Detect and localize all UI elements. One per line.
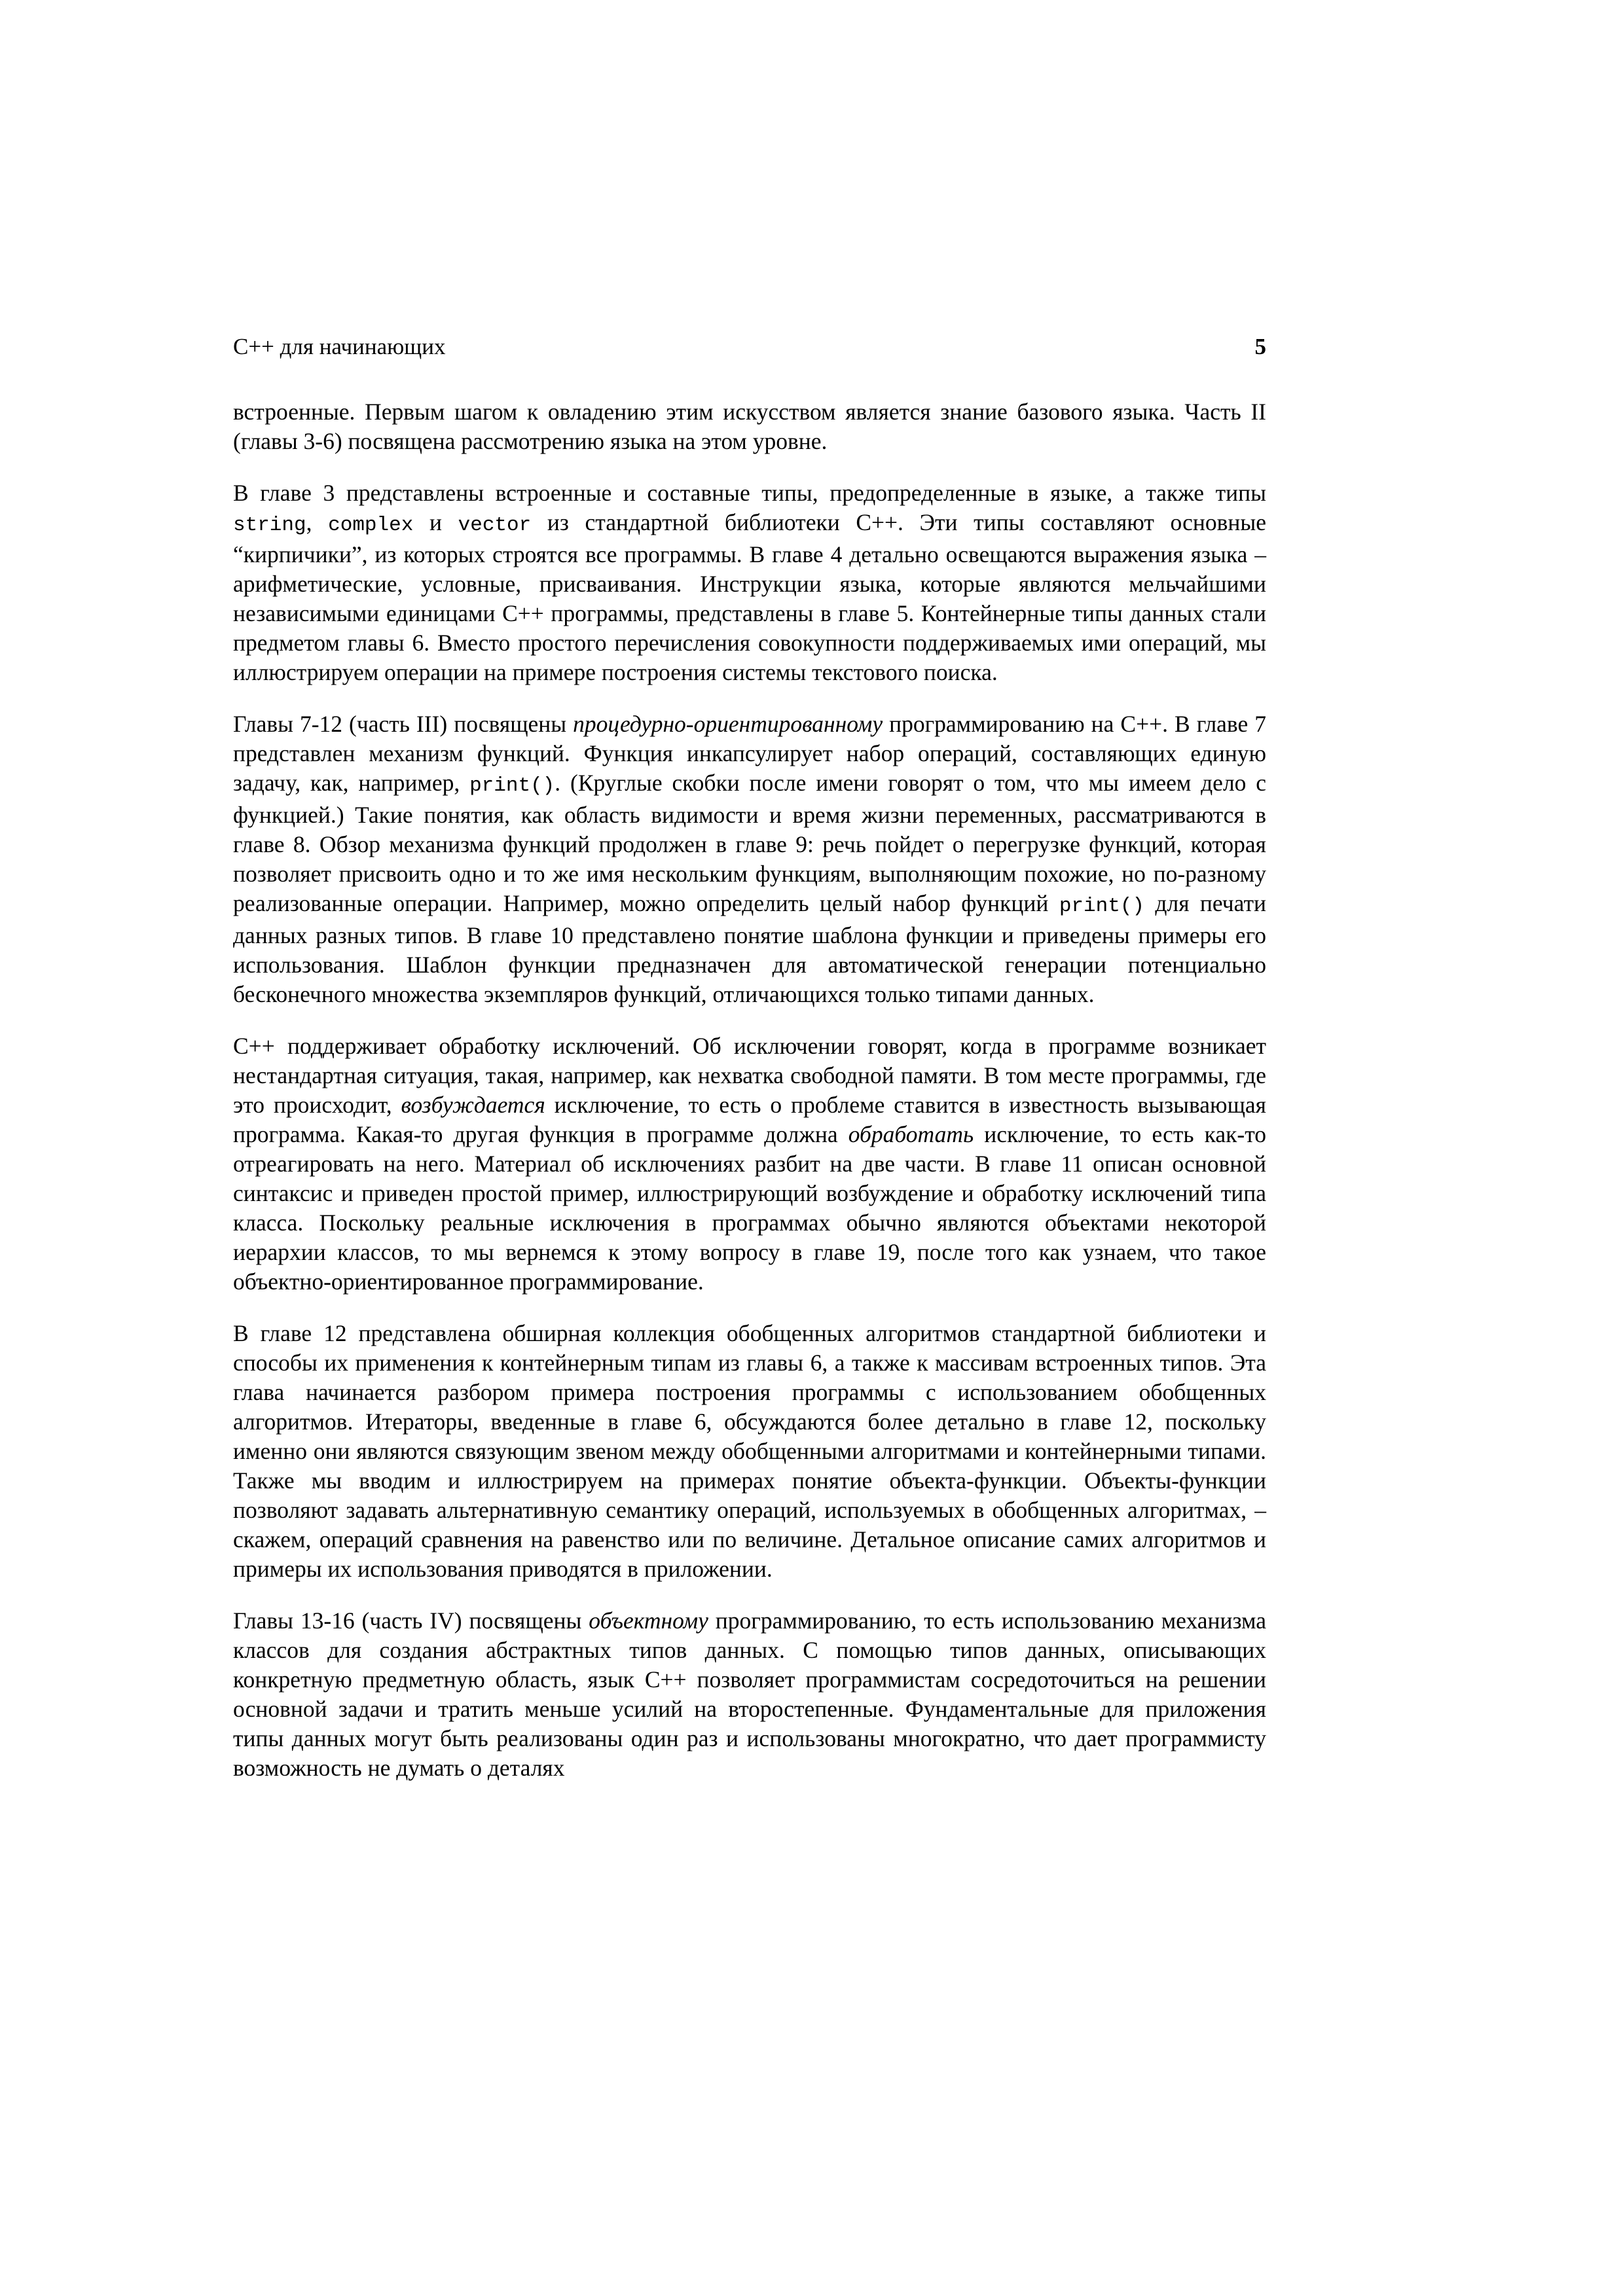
page-number: 5	[1254, 334, 1266, 359]
paragraph-text: . (Круглые скобки после имени говорят о том, что мы имеем дело с функцией.) Такие понятия, как область видимости и время жизни переменных, рассматриваются в главе 8. Обзор механизма функций продолжен в главе 9: речь пойдет о перегрузке функций, которая позволяет присвоить одно и то же имя нескольким функциям, выполняющим похожие, но по-разному реализованные операции. Например, можно определить целый набор функций	[233, 770, 1266, 916]
emphasis-term: обработать	[848, 1121, 974, 1147]
paragraph-4	[233, 1031, 1266, 1297]
paragraph-text: В главе 12 представлена обширная коллекция обобщенных алгоритмов стандартной библиотеки и способы их применения к контейнерным типам из главы 6, а также к массивам встроенных типов. Эта глава начинается разбором примера построения программы с использованием обобщенных алгоритмов. Итераторы, введенные в главе 6, обсуждаются более детально в главе 12, поскольку именно они являются связующим звеном между обобщенными алгоритмами и контейнерными типами. Также мы вводим и иллюстрируем на примерах понятие объекта-функции. Объекты-функции позволяют задавать альтернативную семантику операций, используемых в обобщенных алгоритмах, – скажем, операций сравнения на равенство или по величине. Детальное описание самих алгоритмов и примеры их использования приводятся в приложении.	[233, 1320, 1266, 1582]
code-print-function: print()	[1059, 895, 1145, 918]
emphasis-term: процедурно-ориентированному	[573, 711, 883, 737]
book-page	[233, 327, 1266, 1805]
running-header	[233, 327, 1266, 367]
paragraph-text: и	[413, 509, 458, 535]
code-string-type: string	[233, 514, 306, 537]
paragraph-text: встроенные. Первым шагом к овладению этим искусством является знание базового языка. Часть II (главы 3-6) посвящена рассмотрению языка на этом уровне.	[233, 399, 1266, 454]
paragraph-text: для печати данных разных типов. В главе 10 представлено понятие шаблона функции и приведены примеры его использования. Шаблон функции предназначен для автоматической генерации потенциально бесконечного множества экземпляров функций, отличающихся только типами данных.	[233, 890, 1266, 1007]
paragraph-text: В главе 3 представлены встроенные и составные типы, предопределенные в языке, а также типы	[233, 480, 1266, 506]
emphasis-term: объектному	[589, 1607, 708, 1634]
code-vector-type: vector	[458, 514, 532, 537]
paragraph-text: C++ поддерживает обработку исключений. Об исключении говорят, когда в программе возникает нестандартная ситуация, такая, например, как нехватка свободной памяти. В том месте программы, где это происходит,	[233, 1033, 1266, 1118]
paragraph-text: программированию, то есть использованию механизма классов для создания абстрактных типов данных. С помощью типов данных, описывающих конкретную предметную область, язык C++ позволяет программистам сосредоточиться на решении основной задачи и тратить меньше усилий на второстепенные. Фундаментальные для приложения типы данных могут быть реализованы один раз и использованы многократно, что дает программисту возможность не думать о деталях	[233, 1607, 1266, 1781]
paragraph-text: исключение, то есть как-то отреагировать на него. Материал об исключениях разбит на две части. В главе 11 описан основной синтаксис и приведен простой пример, иллюстрирующий возбуждение и обработку исключений типа класса. Поскольку реальные исключения в программах обычно являются объектами некоторой иерархии классов, то мы вернемся к этому вопросу в главе 19, после того как узнаем, что такое объектно-ориентированное программирование.	[233, 1121, 1267, 1295]
paragraph-text: программированию на C++. В главе 7 представлен механизм функций. Функция инкапсулирует набор операций, составляющих единую задачу, как, например,	[233, 711, 1266, 796]
code-print-function: print()	[469, 774, 555, 797]
paragraph-text: ,	[306, 509, 329, 535]
paragraph-3	[233, 709, 1266, 1009]
emphasis-term: возбуждается	[401, 1092, 545, 1118]
code-complex-type: complex	[328, 514, 414, 537]
paragraph-text: из стандартной библиотеки C++. Эти типы составляют основные “кирпичики”, из которых строятся все программы. В главе 4 детально освещаются выражения языка – арифметические, условные, присваивания. Инструкции языка, которые являются мельчайшими независимыми единицами C++ программы, представлены в главе 5. Контейнерные типы данных стали предметом главы 6. Вместо простого перечисления совокупности поддерживаемых ими операций, мы иллюстрируем операции на примере построения системы текстового поиска.	[233, 509, 1266, 685]
page-body	[233, 397, 1266, 1783]
paragraph-5	[233, 1319, 1266, 1584]
paragraph-6	[233, 1606, 1266, 1783]
book-title: C++ для начинающих	[233, 334, 446, 359]
paragraph-text: Главы 7-12 (часть III) посвящены	[233, 711, 574, 737]
paragraph-2	[233, 478, 1266, 687]
paragraph-text: Главы 13-16 (часть IV) посвящены	[233, 1607, 589, 1634]
paragraph-1	[233, 397, 1266, 456]
paragraph-text: исключение, то есть о проблеме ставится в известность вызывающая программа. Какая-то другая функция в программе должна	[233, 1092, 1266, 1147]
